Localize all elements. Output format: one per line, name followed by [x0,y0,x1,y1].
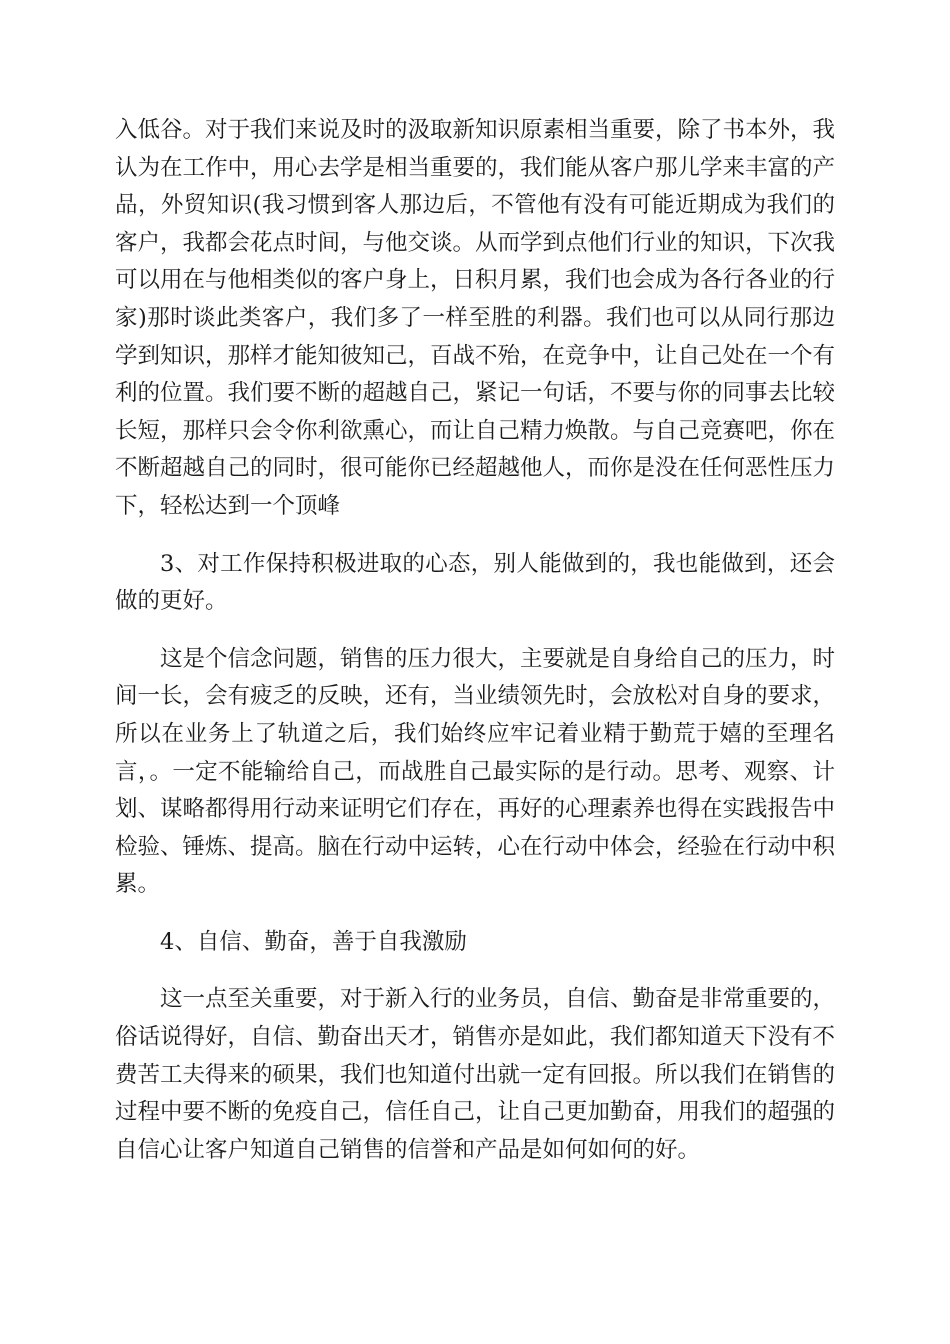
paragraph-point-4-body: 这一点至关重要，对于新入行的业务员，自信、勤奋是非常重要的，俗话说得好，自信、勤奋出天才，销售亦是如此，我们都知道天下没有不费苦工夫得来的硕果，我们也知道付出就一定有回报。所以我们在销售的过程中要不断的免疫自己，信任自己，让自己更加勤奋，用我们的超强的自信心让客户知道自己销售的信誉和产品是如何如何的好。 [115,986,836,1163]
paragraph-point-3-heading: 3、对工作保持积极进取的心态，别人能做到的，我也能做到，还会做的更好。 [115,550,835,615]
document-page [115,112,835,1169]
paragraph-continued-intro: 入低谷。对于我们来说及时的汲取新知识原素相当重要，除了书本外，我认为在工作中，用心去学是相当重要的，我们能从客户那儿学来丰富的产品，外贸知识(我习惯到客人那边后，不管他有没有可能近期成为我们的客户，我都会花点时间，与他交谈。从而学到点他们行业的知识，下次我可以用在与他相类似的客户身上，日积月累，我们也会成为各行各业的行家)那时谈此类客户，我们多了一样至胜的利器。我们也可以从同行那边学到知识，那样才能知彼知己，百战不殆，在竞争中，让自己处在一个有利的位置。我们要不断的超越自己，紧记一句话，不要与你的同事去比较长短，那样只会令你利欲熏心，而让自己精力焕散。与自己竞赛吧，你在不断超越自己的同时，很可能你已经超越他人，而你是没在任何恶性压力下，轻松达到一个顶峰 [115,117,836,519]
paragraph-point-3-body: 这是个信念问题，销售的压力很大，主要就是自身给自己的压力，时间一长，会有疲乏的反映，还有，当业绩领先时，会放松对自身的要求，所以在业务上了轨道之后，我们始终应牢记着业精于勤荒于嬉的至理名言，。一定不能输给自己，而战胜自己最实际的是行动。思考、观察、计划、谋略都得用行动来证明它们存在，再好的心理素养也得在实践报告中检验、锤炼、提高。脑在行动中运转，心在行动中体会，经验在行动中积累。 [115,645,836,898]
paragraph-point-4-heading: 4、自信、勤奋，善于自我激励 [160,928,467,955]
